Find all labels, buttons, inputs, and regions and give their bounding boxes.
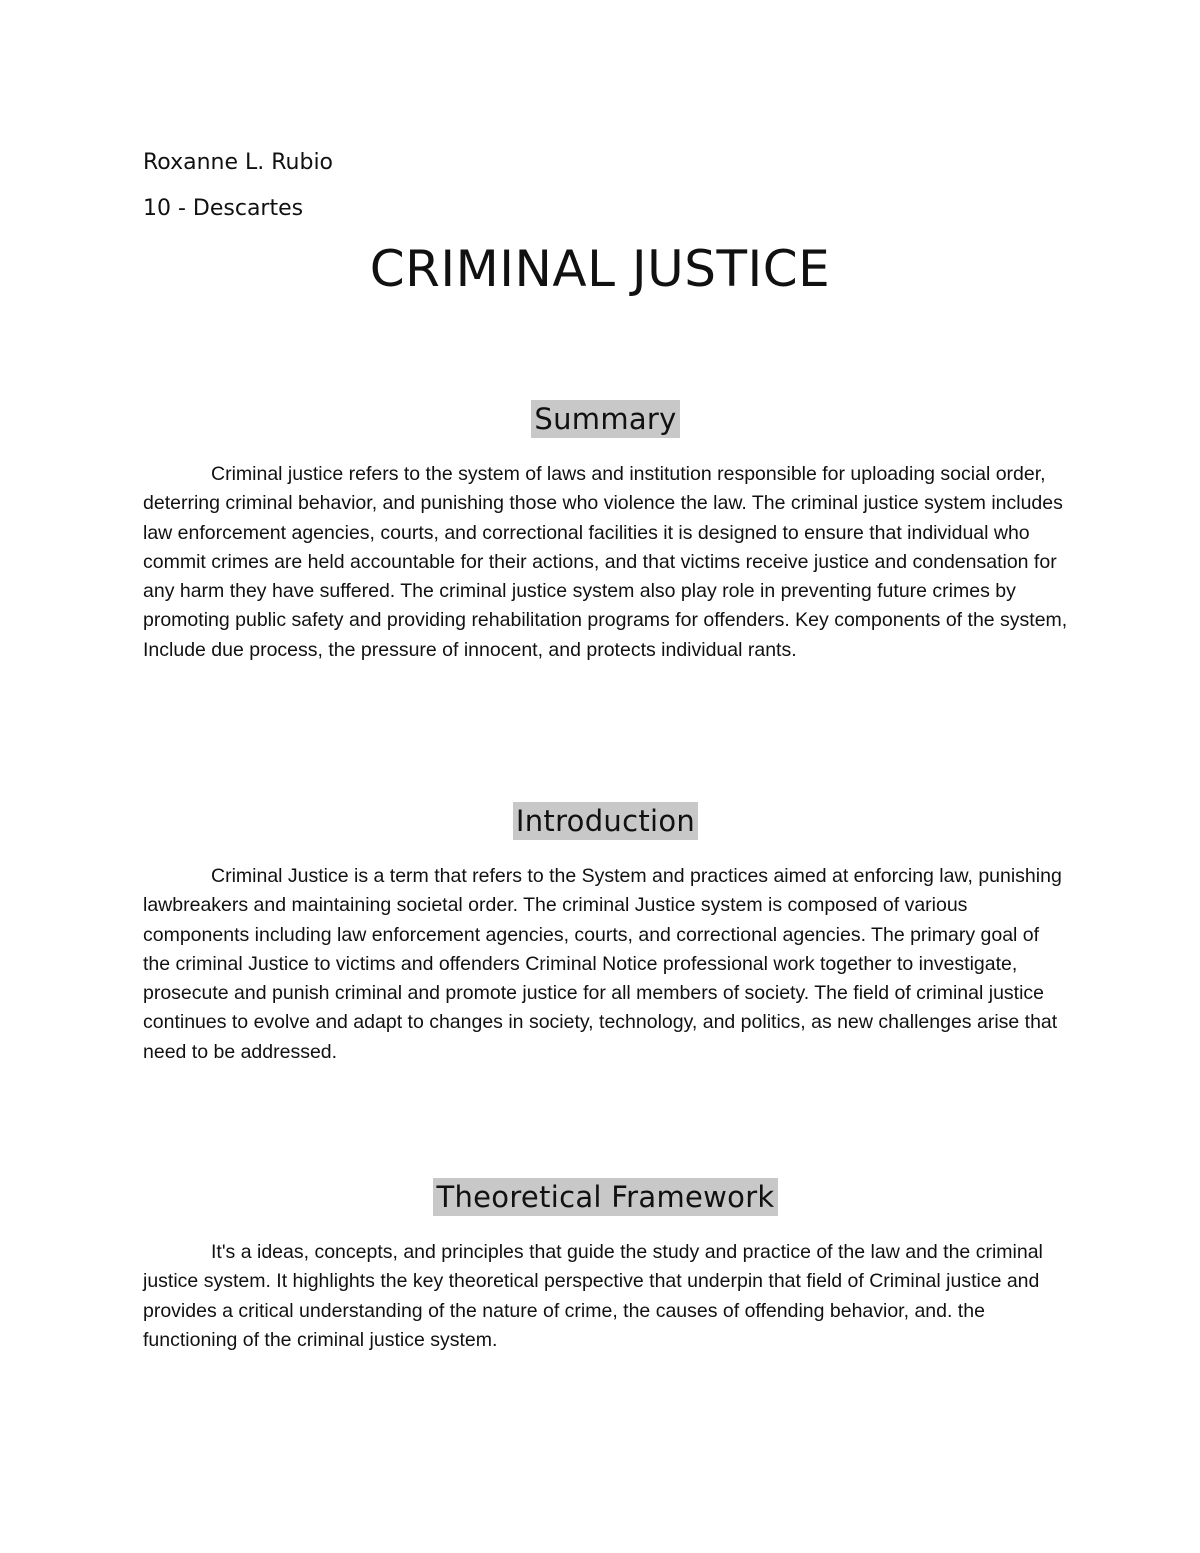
summary-section bbox=[143, 400, 1068, 665]
author-block bbox=[143, 140, 333, 232]
theoretical-framework-heading: Theoretical Framework bbox=[433, 1178, 777, 1216]
introduction-paragraph: Criminal Justice is a term that refers to the System and practices aimed at enforcing law, punishing lawbreakers and maintaining societal order. The criminal Justice system is composed of various components including law enforcement agencies, courts, and correctional agencies. The primary goal of the criminal Justice to victims and offenders Criminal Notice professional work together to investigate, prosecute and punish criminal and promote justice for all members of society. The field of criminal justice continues to evolve and adapt to changes in society, technology, and politics, as new challenges arise that need to be addressed. bbox=[143, 865, 1062, 1063]
introduction-heading: Introduction bbox=[513, 802, 698, 840]
theoretical-framework-paragraph: It's a ideas, concepts, and principles that guide the study and practice of the law and the criminal justice system. It highlights the key theoretical perspective that underpin that field of Criminal justice and provides a critical understanding of the nature of crime, the causes of offending behavior, and. the functioning of the criminal justice system. bbox=[143, 1241, 1043, 1351]
author-name: Roxanne L. Rubio bbox=[143, 150, 334, 175]
introduction-section bbox=[143, 802, 1068, 1067]
summary-heading: Summary bbox=[531, 400, 679, 438]
theoretical-framework-section bbox=[143, 1178, 1068, 1355]
summary-paragraph: Criminal justice refers to the system of laws and institution responsible for uploading social order, deterring criminal behavior, and punishing those who violence the law. The criminal justice system includes law enforcement agencies, courts, and correctional facilities it is designed to ensure that individual who commit crimes are held accountable for their actions, and that victims receive justice and condensation for any harm they have suffered. The criminal justice system also play role in preventing future crimes by promoting public safety and providing rehabilitation programs for offenders. Key components of the system, Include due process, the pressure of innocent, and protects individual rants. bbox=[143, 463, 1068, 661]
document-title: CRIMINAL JUSTICE bbox=[369, 240, 831, 298]
author-class-section: 10 - Descartes bbox=[143, 196, 304, 221]
